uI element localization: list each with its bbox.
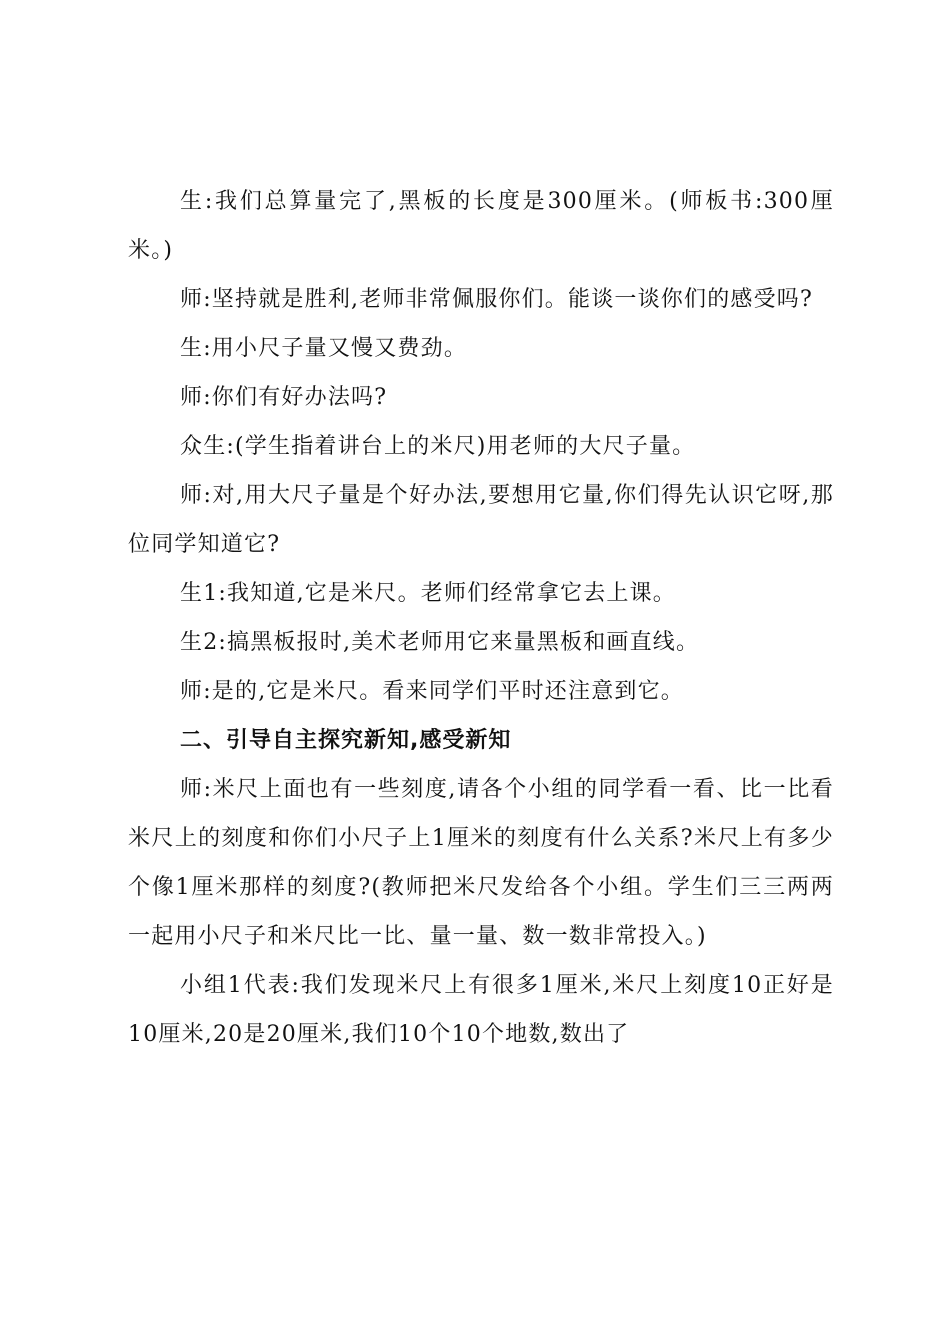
paragraph-teacher-scale-comparison: 师:米尺上面也有一些刻度,请各个小组的同学看一看、比一比看米尺上的刻度和你们小尺子上1厘米的刻度有什么关系?米尺上有多少个像1厘米那样的刻度?(教师把米尺发给各个小组。学生们三三两两一起用小尺子和米尺比一比、量一量、数一数非常投入。) bbox=[128, 777, 834, 949]
paragraph-teacher-praise: 师:坚持就是胜利,老师非常佩服你们。能谈一谈你们的感受吗? bbox=[180, 287, 814, 312]
paragraph-students-big-ruler: 众生:(学生指着讲台上的米尺)用老师的大尺子量。 bbox=[180, 434, 696, 459]
paragraph-student1-meter-ruler: 生1:我知道,它是米尺。老师们经常拿它去上课。 bbox=[180, 581, 677, 606]
section-heading: 二、引导自主探究新知,感受新知 bbox=[180, 728, 512, 753]
paragraph-student2-blackboard-newspaper: 生2:搞黑板报时,美术老师用它来量黑板和画直线。 bbox=[180, 630, 700, 655]
paragraph-teacher-ask-method: 师:你们有好办法吗? bbox=[180, 385, 388, 410]
paragraph-student-small-ruler-slow: 生:用小尺子量又慢又费劲。 bbox=[180, 336, 468, 361]
paragraph-student-measured-blackboard: 生:我们总算量完了,黑板的长度是300厘米。(师板书:300厘米。) bbox=[128, 189, 834, 263]
paragraph-teacher-confirm: 师:是的,它是米尺。看来同学们平时还注意到它。 bbox=[180, 679, 685, 704]
paragraph-group1-findings: 小组1代表:我们发现米尺上有很多1厘米,米尺上刻度10正好是10厘米,20是20厘米,我们10个10个地数,数出了 bbox=[128, 973, 834, 1047]
document-body bbox=[128, 177, 834, 1059]
paragraph-teacher-know-ruler: 师:对,用大尺子量是个好办法,要想用它量,你们得先认识它呀,那位同学知道它? bbox=[128, 483, 834, 557]
